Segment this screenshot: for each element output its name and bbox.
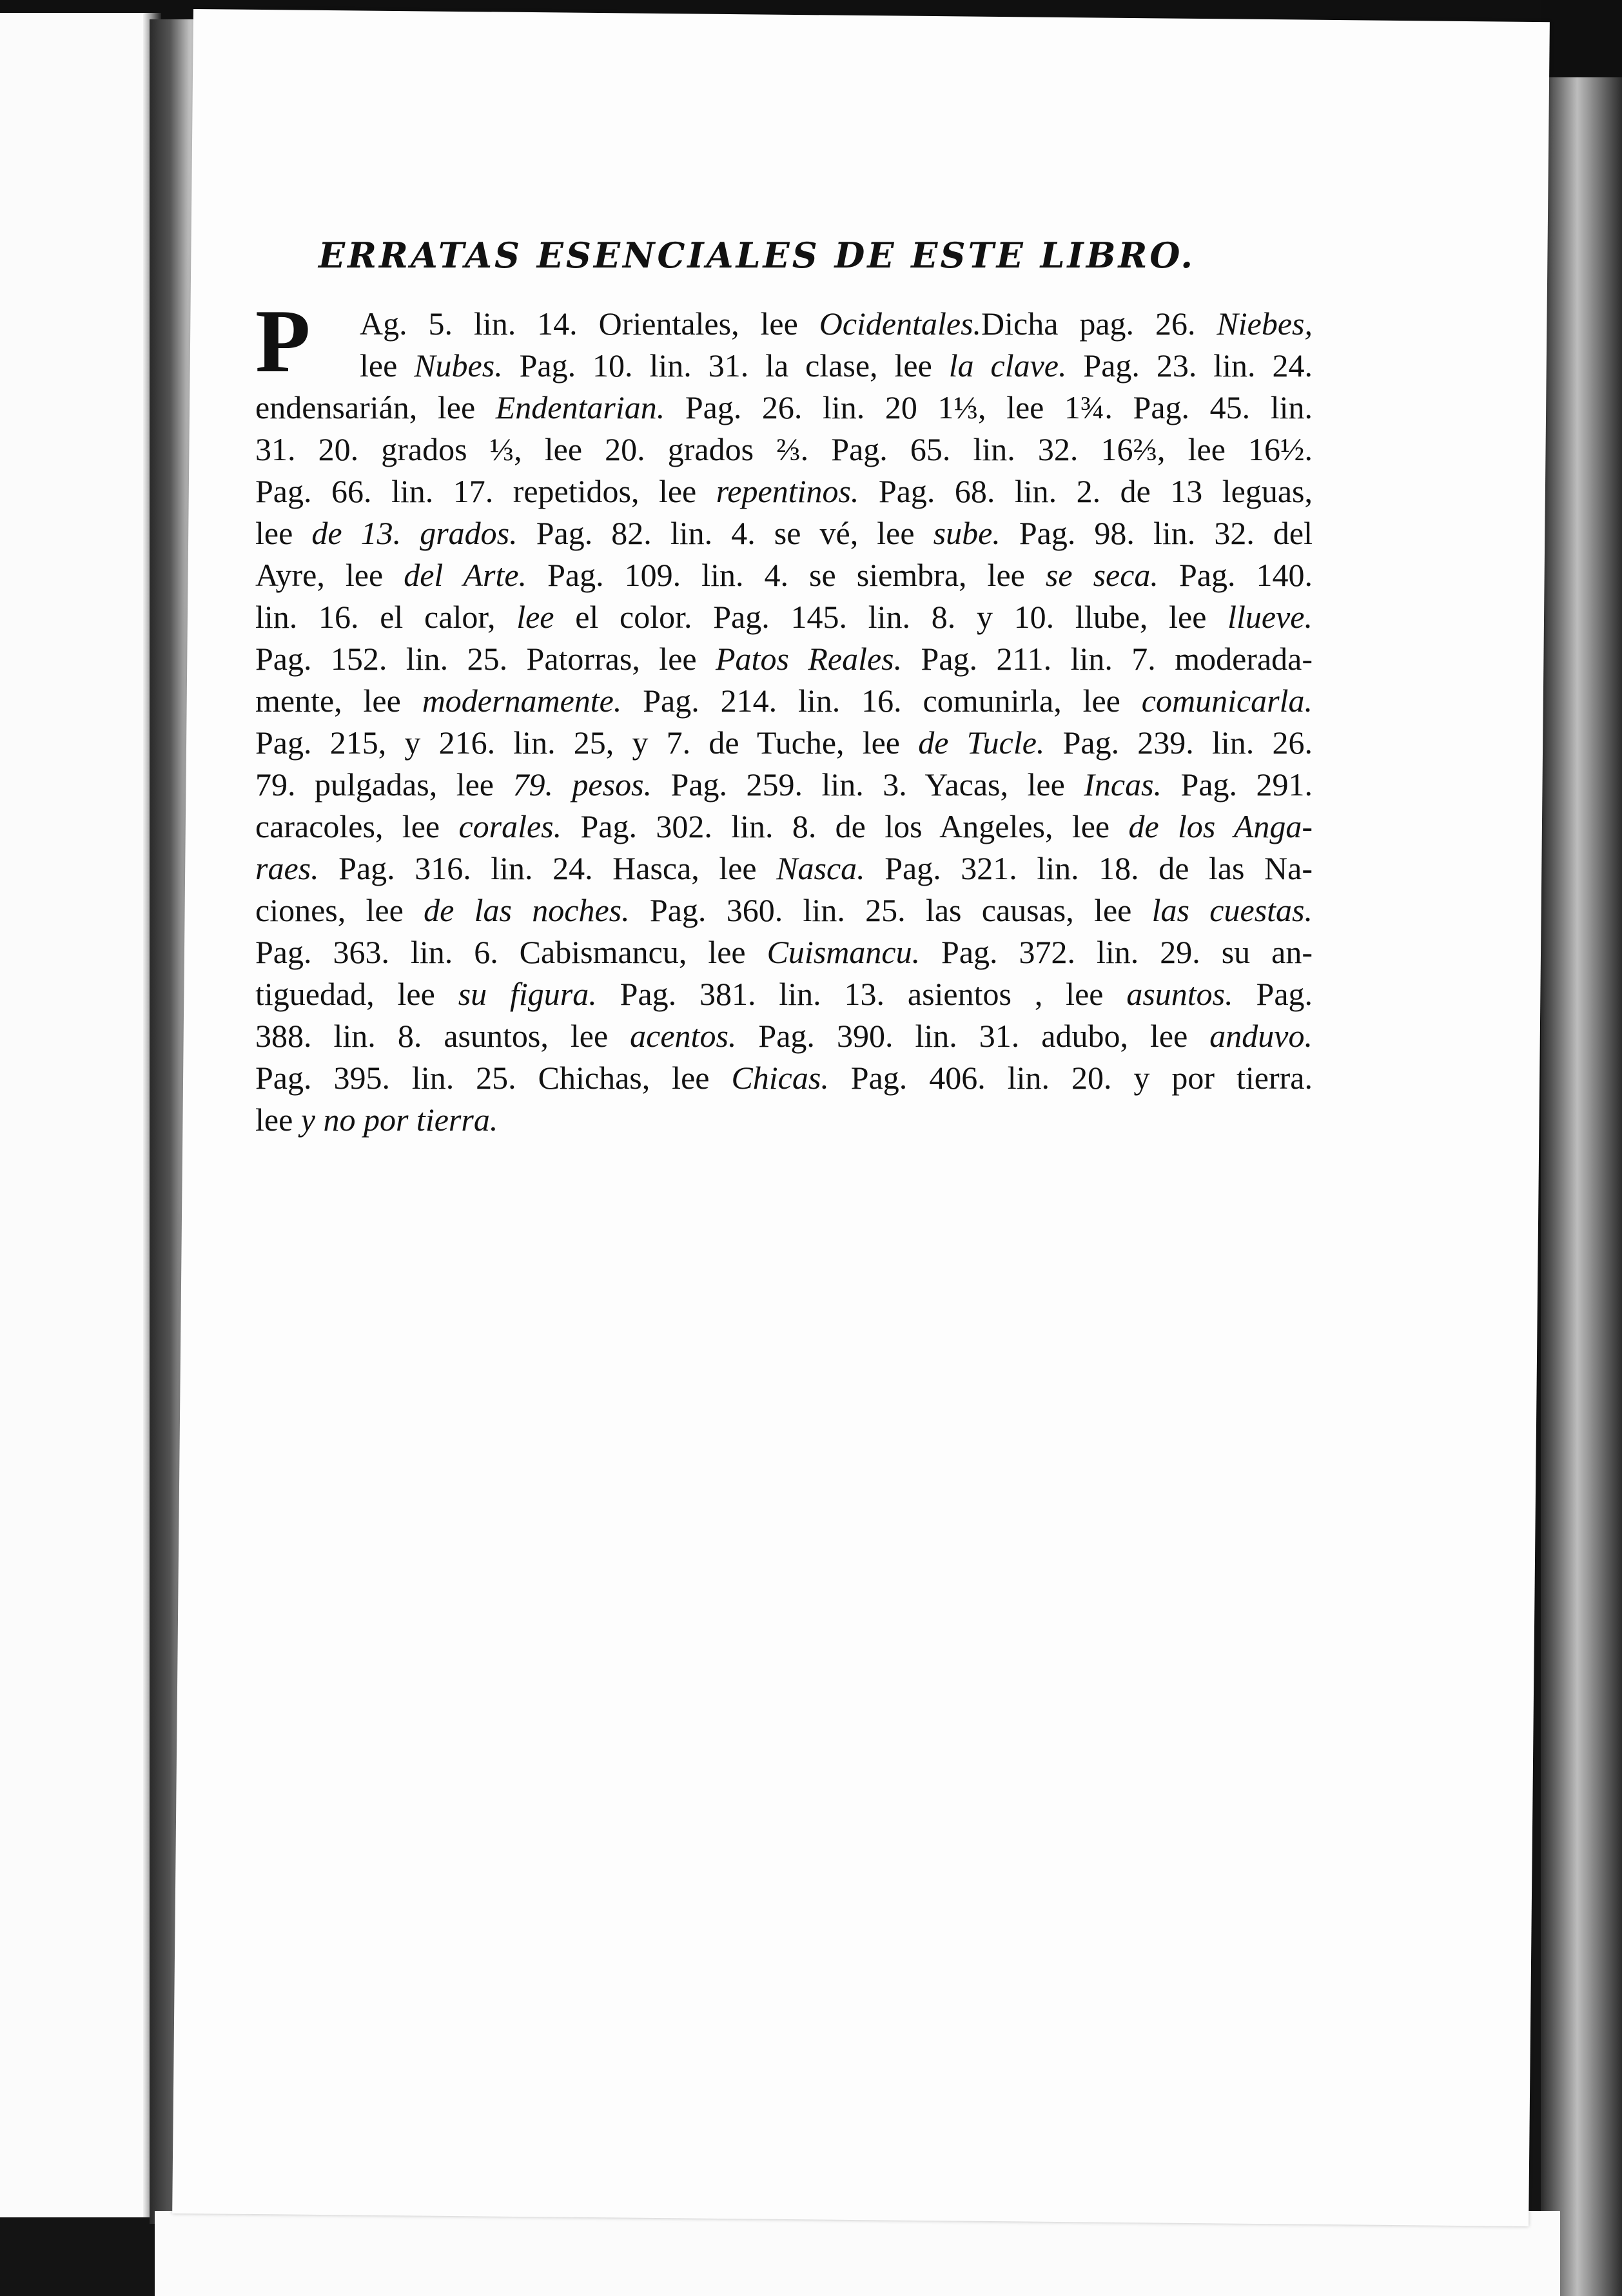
errata-line [255, 596, 1313, 638]
correction-text: Ocidentales. [819, 306, 982, 342]
correction-text: la clave. [948, 347, 1067, 384]
drop-capital: P [255, 291, 311, 391]
errata-text: Pag. 215, y 216. lin. 25, y 7. de Tuche, lee [255, 725, 919, 761]
errata-line [255, 890, 1313, 931]
correction-text: sube. [933, 515, 1001, 551]
correction-text: de las noches. [424, 892, 630, 928]
correction-text: de los Anga- [1128, 808, 1313, 844]
errata-text: Pag. 10. lin. 31. la clase, lee [502, 347, 949, 384]
correction-text: de 13. grados. [311, 515, 518, 551]
errata-text: Ag. 5. lin. 14. Orientales, lee [360, 306, 819, 342]
book-fore-edge [1541, 77, 1622, 2296]
errata-line [255, 1015, 1313, 1057]
scanner-bed-corner [1541, 0, 1622, 84]
errata-text: Dicha pag. 26. [981, 306, 1217, 342]
errata-text: Pag. 23. lin. 24. [1066, 347, 1313, 384]
errata-line [255, 387, 1313, 429]
errata-text: Pag. 26. lin. 20 1⅓, lee 1¾. Pag. 45. lin. [665, 389, 1313, 425]
correction-text: Niebes, [1216, 306, 1313, 342]
errata-line [255, 973, 1313, 1015]
errata-line [255, 722, 1313, 764]
errata-text: caracoles, lee [255, 808, 459, 844]
errata-line [255, 1057, 1313, 1099]
errata-text: Pag. 82. lin. 4. se vé, lee [517, 515, 933, 551]
errata-text: Pag. 360. lin. 25. las causas, lee [629, 892, 1152, 928]
correction-text: Chicas. [731, 1060, 829, 1096]
page-heading: ERRATAS ESENCIALES DE ESTE LIBRO. [318, 235, 1196, 276]
errata-text: Pag. 140. [1158, 557, 1313, 593]
correction-text: repentinos. [716, 473, 859, 509]
errata-line [255, 303, 1313, 345]
errata-text: Pag. 390. lin. 31. adubo, lee [736, 1018, 1210, 1054]
correction-text: lee [516, 599, 554, 635]
errata-text: Pag. 395. lin. 25. Chichas, lee [255, 1060, 732, 1096]
correction-text: acentos. [630, 1018, 737, 1054]
errata-text: lin. 16. el calor, [255, 599, 517, 635]
errata-line [255, 806, 1313, 848]
errata-line [255, 345, 1313, 387]
errata-line [255, 638, 1313, 680]
errata-text: Pag. 109. lin. 4. se siembra, lee [527, 557, 1046, 593]
errata-text: Pag. 363. lin. 6. Cabismancu, lee [255, 934, 767, 970]
errata-text: Pag. 259. lin. 3. Yacas, lee [652, 766, 1084, 803]
errata-text: 388. lin. 8. asuntos, lee [255, 1018, 630, 1054]
errata-text-block [255, 303, 1313, 1141]
correction-text: se seca. [1045, 557, 1158, 593]
errata-text: mente, lee [255, 683, 422, 719]
correction-text: Endentarian. [495, 389, 665, 425]
correction-text: del Arte. [404, 557, 527, 593]
errata-text: Pag. 214. lin. 16. comunirla, lee [621, 683, 1142, 719]
correction-text: las cuestas. [1151, 892, 1313, 928]
errata-text: 31. 20. grados ⅓, lee 20. grados ⅔. Pag. 65. lin. 32. 16⅔, lee 16½. [255, 431, 1313, 467]
errata-text: 79. pulgadas, lee [255, 766, 513, 803]
correction-text: modernamente. [422, 683, 622, 719]
errata-text: Pag. 302. lin. 8. de los Angeles, lee [562, 808, 1129, 844]
correction-text: y no por tierra. [300, 1102, 498, 1138]
errata-line [255, 764, 1313, 806]
errata-text: Pag. 381. lin. 13. asientos , lee [596, 976, 1127, 1012]
errata-line [255, 931, 1313, 973]
errata-text: Pag. 98. lin. 32. del [1000, 515, 1313, 551]
errata-line [255, 429, 1313, 471]
correction-text: Patos Reales. [716, 641, 903, 677]
errata-text: Pag. 321. lin. 18. de las Na- [865, 850, 1313, 886]
correction-text: su figura. [458, 976, 597, 1012]
errata-line [255, 512, 1313, 554]
correction-text: llueve. [1227, 599, 1313, 635]
correction-text: anduvo. [1209, 1018, 1313, 1054]
errata-text: Pag. 152. lin. 25. Patorras, lee [255, 641, 716, 677]
correction-text: Nubes. [414, 347, 503, 384]
correction-text: raes. [255, 850, 319, 886]
errata-text: tiguedad, lee [255, 976, 458, 1012]
errata-text: Pag. 406. lin. 20. y por tierra. [828, 1060, 1313, 1096]
correction-text: comunicarla. [1141, 683, 1313, 719]
errata-text: Pag. 316. lin. 24. Hasca, lee [318, 850, 777, 886]
errata-line [255, 554, 1313, 596]
correction-text: Cuismancu. [767, 934, 921, 970]
errata-text: Pag. 239. lin. 26. [1044, 725, 1313, 761]
correction-text: de Tucle. [918, 725, 1045, 761]
errata-line [255, 471, 1313, 512]
errata-text: endensarián, lee [255, 389, 496, 425]
correction-text: corales. [458, 808, 562, 844]
errata-text: Pag. [1233, 976, 1313, 1012]
errata-line [255, 848, 1313, 890]
errata-line [255, 680, 1313, 722]
correction-text: Incas. [1084, 766, 1162, 803]
errata-text: Ayre, lee [255, 557, 404, 593]
correction-text: asuntos. [1126, 976, 1233, 1012]
errata-text: lee [360, 347, 415, 384]
correction-text: 79. pesos. [513, 766, 652, 803]
errata-text: Pag. 211. lin. 7. moderada- [902, 641, 1313, 677]
errata-text: Pag. 372. lin. 29. su an- [920, 934, 1313, 970]
errata-text: lee [255, 1102, 301, 1138]
errata-line [255, 1099, 1313, 1141]
correction-text: Nasca. [776, 850, 865, 886]
errata-text: el color. Pag. 145. lin. 8. y 10. llube, lee [554, 599, 1228, 635]
facing-page-left [0, 13, 150, 2217]
errata-text: lee [255, 515, 312, 551]
errata-text: Pag. 66. lin. 17. repetidos, lee [255, 473, 716, 509]
errata-text: Pag. 291. [1162, 766, 1313, 803]
errata-text: Pag. 68. lin. 2. de 13 leguas, [859, 473, 1313, 509]
errata-text: ciones, lee [255, 892, 424, 928]
